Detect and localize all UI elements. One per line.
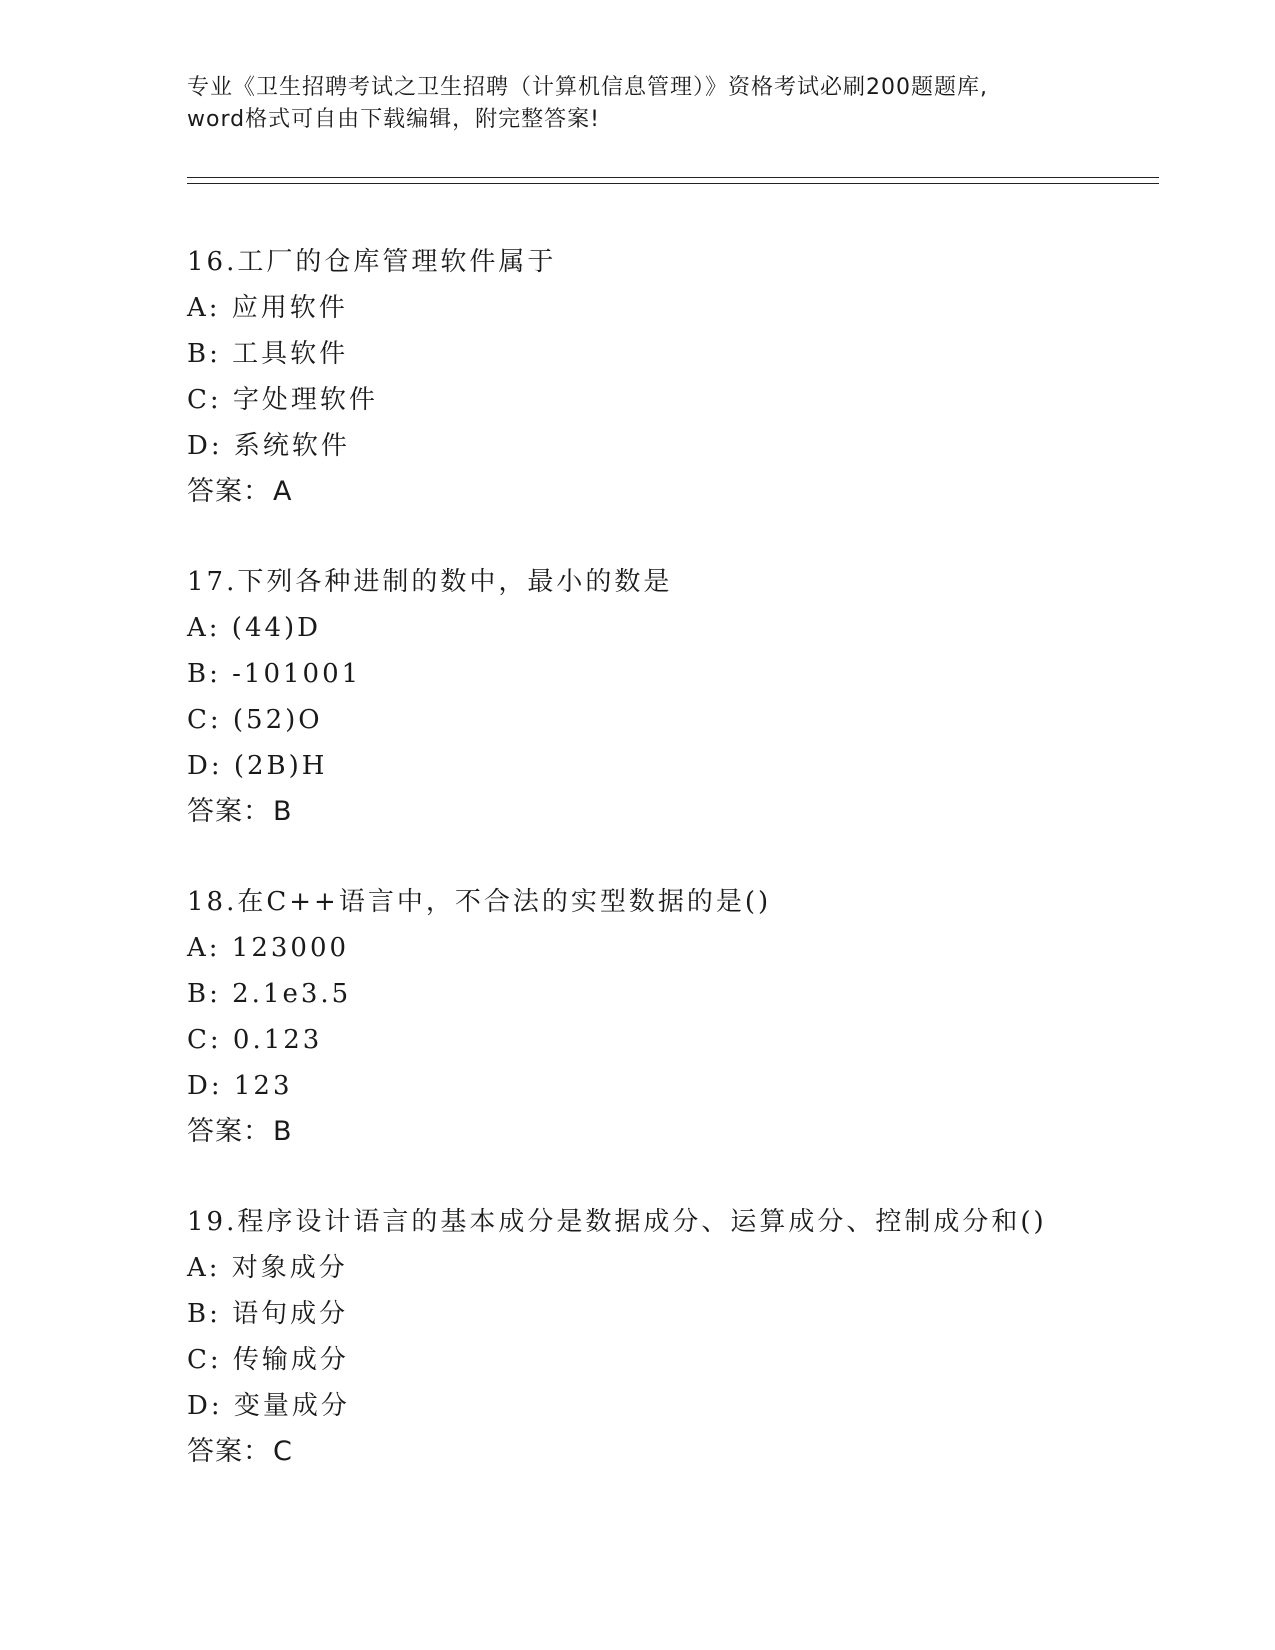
answer-line [187, 789, 1167, 835]
document-header [187, 72, 1087, 136]
answer-line [187, 469, 1167, 515]
option-a: A: 对象成分 [187, 1253, 348, 1283]
option-c: C: 传输成分 [187, 1345, 349, 1375]
question-stem: 18.在C++语言中，不合法的实型数据的是() [187, 887, 772, 917]
answer-label: 答案： [187, 476, 271, 507]
header-divider-top [187, 177, 1159, 178]
option-b: B: 语句成分 [187, 1299, 349, 1329]
question-16 [187, 239, 1167, 515]
answer-label: 答案： [187, 796, 271, 827]
answer-value: B [273, 796, 293, 827]
answer-line [187, 1109, 1167, 1155]
option-a: A: (44)D [187, 613, 322, 643]
option-c: C: 字处理软件 [187, 385, 378, 415]
option-b: B: 2.1e3.5 [187, 979, 352, 1009]
option-b: B: 工具软件 [187, 339, 349, 369]
option-c: C: (52)O [187, 705, 323, 735]
answer-label: 答案： [187, 1436, 271, 1467]
option-a: A: 应用软件 [187, 293, 348, 323]
option-d: D: (2B)H [187, 751, 328, 781]
question-stem: 19.程序设计语言的基本成分是数据成分、运算成分、控制成分和() [187, 1207, 1047, 1237]
option-a: A: 123000 [187, 933, 350, 963]
answer-value: A [273, 476, 293, 507]
answer-value: B [273, 1116, 293, 1147]
question-18 [187, 879, 1167, 1155]
answer-label: 答案： [187, 1116, 271, 1147]
question-stem: 16.工厂的仓库管理软件属于 [187, 247, 557, 277]
option-c: C: 0.123 [187, 1025, 323, 1055]
question-19 [187, 1199, 1167, 1475]
answer-line [187, 1429, 1167, 1475]
header-divider-bottom [187, 183, 1159, 184]
question-stem: 17.下列各种进制的数中，最小的数是 [187, 567, 673, 597]
option-d: D: 系统软件 [187, 431, 350, 461]
header-title-line-1: 专业《卫生招聘考试之卫生招聘（计算机信息管理）》资格考试必刷200题题库, [187, 75, 988, 100]
question-17 [187, 559, 1167, 835]
answer-value: C [273, 1436, 293, 1467]
option-b: B: -101001 [187, 659, 362, 689]
option-d: D: 变量成分 [187, 1391, 350, 1421]
option-d: D: 123 [187, 1071, 293, 1101]
header-title-line-2: word格式可自由下载编辑，附完整答案! [187, 107, 600, 132]
